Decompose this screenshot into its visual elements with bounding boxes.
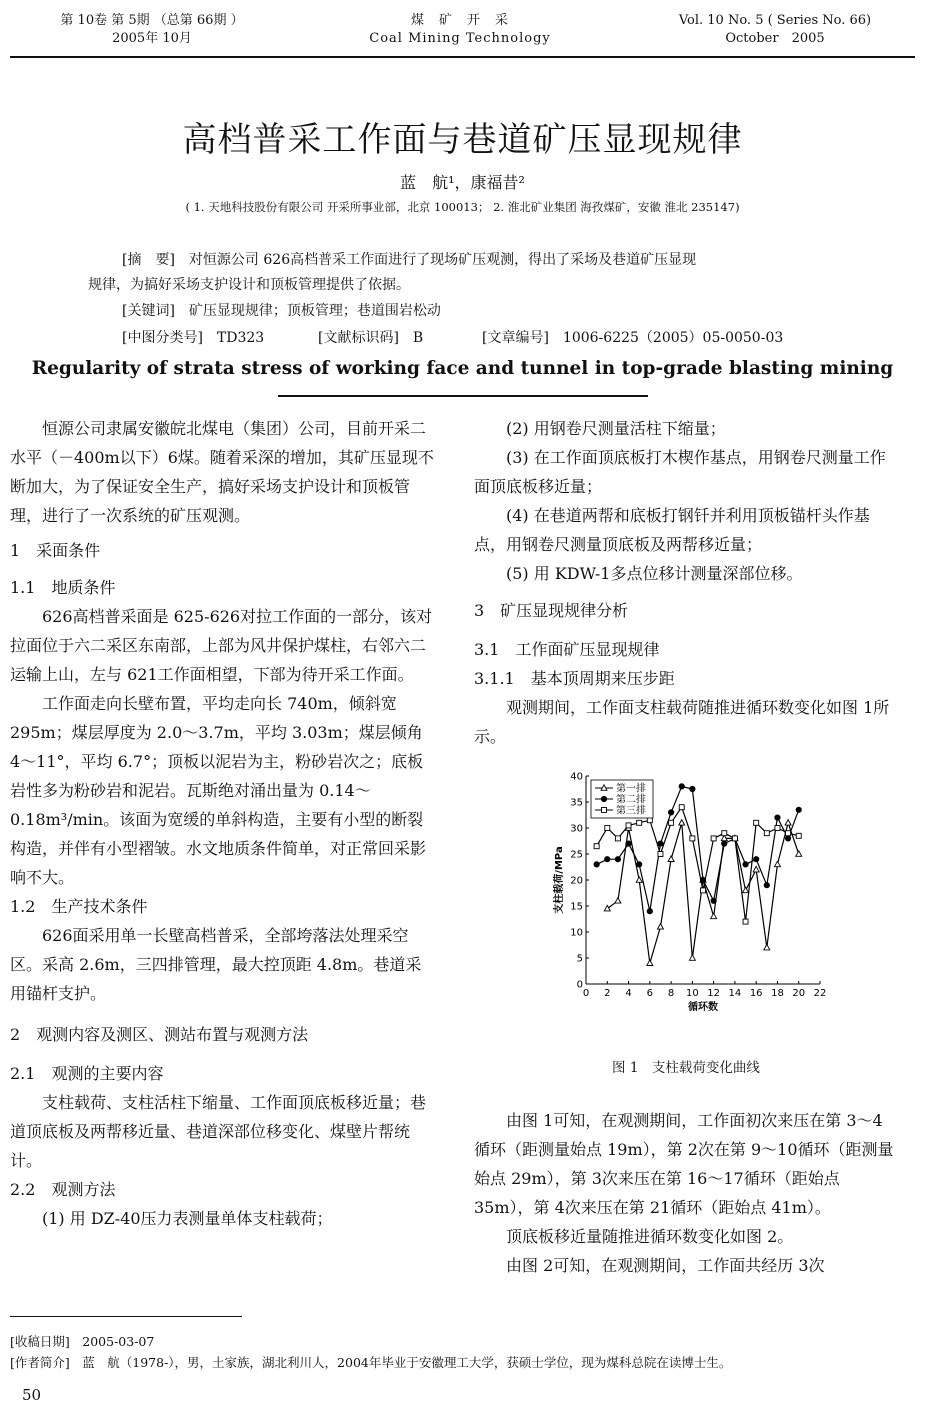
right-column-top [474, 414, 898, 751]
section-2-1-heading: 2.1 观测的主要内容 [10, 1064, 164, 1083]
observation-content-paragraph: 支柱载荷、支柱活柱下缩量、工作面顶底板移近量；巷道顶底板及两帮移近量、巷道深部位移变化、煤壁片帮统计。 [10, 1093, 427, 1170]
series-1-point [764, 944, 770, 950]
series-3-point [658, 852, 663, 857]
legend-marker-2 [601, 796, 606, 801]
series-3-point [722, 831, 727, 836]
series-2-point [722, 841, 727, 846]
series-3-point [701, 888, 706, 893]
legend-label-3: 第三排 [616, 805, 646, 817]
footnote-rule [10, 1316, 242, 1317]
figure-2-intro: 顶底板移近量随推进循环数变化如图 2。 [506, 1227, 794, 1246]
geology-paragraph-1: 626高档普采面是 625-626对拉工作面的一部分，该对拉面位于六二采区东南部，上部为风井保护煤柱，右邻六二运输上山，左与 621工作面相望，下部为待开采工作面。 [10, 607, 433, 684]
left-column [10, 414, 434, 1233]
series-2-point [647, 909, 652, 914]
series-1-point [785, 820, 791, 826]
y-tick-label: 5 [576, 953, 583, 965]
section-3-1-heading: 3.1 工作面矿压显现规律 [474, 640, 660, 659]
series-2-point [637, 862, 642, 867]
author-bio: [作者简介] 蓝 航（1978-），男，土家族，湖北利川人，2004年毕业于安徽理工大学，获硕士学位，现为煤科总院在读博士生。 [10, 1355, 732, 1370]
series-3-point [605, 826, 610, 831]
figure-1-chart [548, 768, 838, 1020]
y-tick-label: 30 [570, 823, 583, 835]
section-3-1-1-heading: 3.1.1 基本顶周期来压步距 [474, 669, 675, 688]
journal-name-cn: 煤 矿 开 采 [410, 13, 509, 28]
series-2-point [754, 857, 759, 862]
x-axis-label: 循环数 [688, 1002, 718, 1013]
series-2-point [615, 857, 620, 862]
series-2-point [743, 862, 748, 867]
document-code: [文献标识码] B [318, 330, 424, 346]
section-1-2-heading: 1.2 生产技术条件 [10, 897, 148, 916]
chart-root [552, 772, 826, 1014]
y-tick-label: 10 [570, 927, 583, 939]
y-tick-label: 40 [570, 771, 583, 783]
abstract-line-1: [摘 要] 对恒源公司 626高档普采工作面进行了现场矿压观测，得出了采场及巷道矿压显现 [122, 252, 697, 268]
volume-info: 第 10卷 第 5期 （总第 66期 ） [60, 13, 244, 28]
x-tick-label: 6 [646, 988, 654, 999]
x-tick-label: 12 [707, 988, 721, 999]
x-tick-label: 14 [728, 988, 742, 999]
series-3-point [775, 826, 780, 831]
y-tick-label: 25 [570, 849, 583, 861]
section-1-1-heading: 1.1 地质条件 [10, 578, 116, 597]
series-3-point [647, 818, 652, 823]
series-1-point [615, 898, 621, 904]
right-column-bottom [474, 1106, 898, 1280]
series-2-point [690, 786, 695, 791]
x-tick-label: 20 [792, 988, 806, 999]
figure-1-caption: 图 1 支柱载荷变化曲线 [612, 1060, 760, 1076]
x-tick-label: 4 [625, 988, 632, 999]
clc-number: [中图分类号] TD323 [122, 330, 265, 346]
y-tick-label: 35 [570, 797, 583, 809]
series-3-point [626, 823, 631, 828]
journal-name-en: Coal Mining Technology [369, 31, 551, 46]
x-tick-label: 16 [749, 988, 763, 999]
series-3-point [669, 820, 674, 825]
series-3-point [732, 836, 737, 841]
x-tick-label: 18 [771, 988, 784, 999]
running-header-journal [330, 12, 590, 48]
legend-label-1: 第一排 [616, 783, 646, 795]
english-title: Regularity of strata stress of working face and tunnel in top-grade blasting mining [31, 358, 894, 379]
series-1-point [743, 887, 749, 893]
series-2-point [594, 862, 599, 867]
series-2-point [626, 841, 631, 846]
series-3-point [594, 844, 599, 849]
intro-paragraph: 恒源公司隶属安徽皖北煤电（集团）公司，目前开采二水平（－400m以下）6煤。随着采深的增加，其矿压显现不断加大，为了保证安全生产，搞好采场支护设计和顶板管理，进行了一次系统的矿压观测。 [10, 419, 434, 525]
series-2-point [775, 815, 780, 820]
method-item-2: (2) 用钢卷尺测量活柱下缩量； [506, 419, 726, 438]
article-number: [文章编号] 1006-6225（2005）05-0050-03 [482, 330, 784, 346]
series-3-point [754, 820, 759, 825]
series-1-point [796, 851, 802, 857]
series-1-point [753, 866, 759, 872]
title-rule [278, 395, 648, 397]
footnotes [10, 1331, 910, 1373]
series-3-point [637, 820, 642, 825]
paper-title: 高档普采工作面与巷道矿压显现规律 [182, 120, 743, 160]
y-axis-label: 支柱载荷/MPa [554, 846, 565, 914]
x-tick-label: 10 [685, 988, 699, 999]
method-item-5: (5) 用 KDW-1多点位移计测量深部位移。 [506, 564, 803, 583]
production-paragraph: 626面采用单一长壁高档普采，全部垮落法处理采空区。采高 2.6m，三四排管理，最大控顶距 4.8m。巷道采用锚杆支护。 [10, 926, 422, 1003]
series-1-point [604, 905, 610, 911]
series-2-point [679, 784, 684, 789]
series-2-point [785, 836, 790, 841]
abstract-line-2: 规律，为搞好采场支护设计和顶板管理提供了依据。 [88, 277, 410, 293]
series-3-point [615, 836, 620, 841]
keywords: [关键词] 矿压显现规律；顶板管理；巷道围岩松动 [122, 303, 441, 319]
series-1-point [774, 861, 780, 867]
affiliation-line: ( 1. 天地科技股份有限公司 开采所事业部，北京 100013； 2. 淮北矿业集团 海孜煤矿，安徽 淮北 235147) [185, 200, 740, 214]
running-header-right [640, 12, 910, 48]
figure-2-analysis-start: 由图 2可知，在观测期间，工作面共经历 3次 [506, 1256, 825, 1275]
page-number: 50 [22, 1386, 42, 1404]
series-2-point [711, 898, 716, 903]
method-item-3: (3) 在工作面顶底板打木楔作基点，用钢卷尺测量工作面顶底板移近量； [474, 448, 886, 496]
x-tick-label: 2 [604, 988, 611, 999]
series-1-point [657, 924, 663, 930]
running-header-left [22, 12, 282, 48]
figure-1-intro: 观测期间，工作面支柱载荷随推进循环数变化如图 1所示。 [474, 698, 890, 746]
series-3-point [786, 831, 791, 836]
x-tick-label: 0 [582, 988, 590, 999]
series-2-point [605, 857, 610, 862]
issue-date: 2005年 10月 [112, 31, 192, 46]
method-item-1: (1) 用 DZ-40压力表测量单体支柱载荷； [42, 1209, 333, 1228]
series-3-point [764, 831, 769, 836]
series-1-point [679, 820, 685, 826]
section-2-heading: 2 观测内容及测区、测站布置与观测方法 [10, 1025, 309, 1044]
section-3-heading: 3 矿压显现规律分析 [474, 601, 629, 620]
issue-date-en: October 2005 [725, 31, 825, 46]
series-1-point [711, 913, 717, 919]
series-2-point [668, 810, 673, 815]
series-1-point [689, 955, 695, 961]
series-3-point [796, 833, 801, 838]
series-3-point [679, 805, 684, 810]
x-tick-label: 8 [667, 988, 675, 999]
section-1-heading: 1 采面条件 [10, 541, 101, 560]
author-line: 蓝 航¹，康福昔² [400, 173, 525, 192]
y-tick-label: 0 [576, 979, 583, 991]
y-tick-label: 20 [570, 875, 583, 887]
series-1-point [636, 877, 642, 883]
geology-paragraph-2: 工作面走向长壁布置，平均走向长 740m，倾斜宽 295m；煤层厚度为 2.0～3.7m，平均 3.03m；煤层倾角 4～11°，平均 6.7°；顶板以泥岩为主，粉砂岩次之；底板岩性多为粉砂岩和泥岩。瓦斯绝对涌出量为 0.14～0.18m³/min。该面为宽缓的单斜构造，主要有小型的断裂构造，并伴有小型褶皱。水文地质条件简单，对正常回采影响不大。 [10, 694, 427, 887]
header-rule [10, 56, 915, 58]
y-tick-label: 15 [570, 901, 583, 913]
series-3-point [690, 836, 695, 841]
series-3-point [711, 836, 716, 841]
series-2-point [658, 841, 663, 846]
legend-label-2: 第二排 [616, 794, 646, 806]
method-item-4: (4) 在巷道两帮和底板打钢钎并利用顶板锚杆头作基点，用钢卷尺测量顶底板及两帮移近量； [474, 506, 870, 554]
x-tick-label: 22 [813, 988, 827, 999]
volume-info-en: Vol. 10 No. 5 ( Series No. 66) [678, 13, 872, 28]
series-2-point [764, 883, 769, 888]
section-2-2-heading: 2.2 观测方法 [10, 1180, 116, 1199]
figure-1-analysis: 由图 1可知，在观测期间，工作面初次来压在第 3～4循环（距测量始点 19m），第 2次在第 9～10循环（距测量始点 29m），第 3次来压在第 16～17循环（距始点 35m），第 4次来压在第 21循环（距始点 41m）。 [474, 1111, 894, 1217]
received-date: [收稿日期] 2005-03-07 [10, 1334, 155, 1349]
series-1-point [668, 856, 674, 862]
series-3-point [743, 919, 748, 924]
series-2-point [796, 807, 801, 812]
legend-marker-3 [602, 808, 607, 813]
series-1-point [647, 960, 653, 966]
